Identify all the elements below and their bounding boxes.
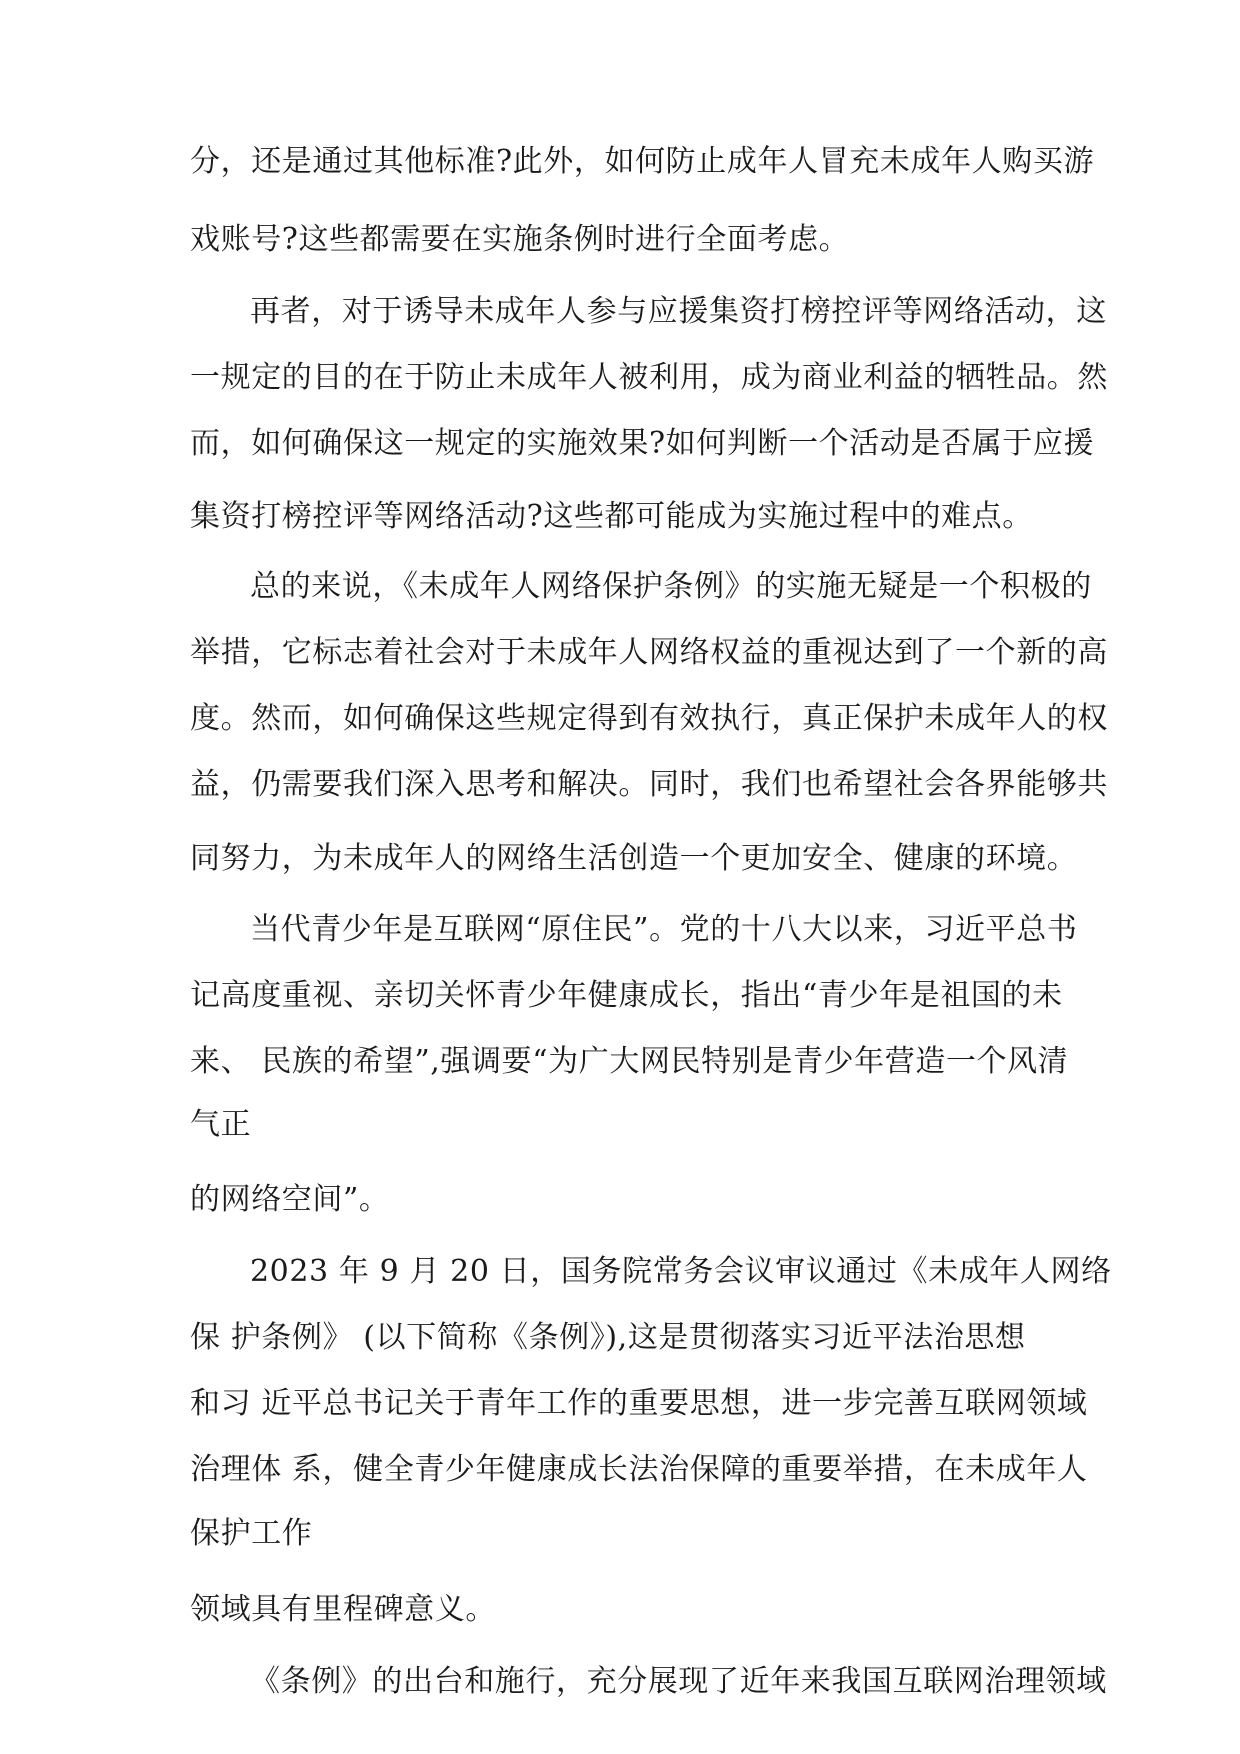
paragraph-start-line: 再者，对于诱导未成年人参与应援集资打榜控评等网络活动，这 (250, 294, 1107, 329)
text-line: 举措，它标志着社会对于未成年人网络权益的重视达到了一个新的高 (190, 635, 1108, 670)
text-line: 的网络空间”。 (190, 1182, 390, 1217)
text-line: 戏账号?这些都需要在实施条例时进行全面考虑。 (190, 222, 850, 257)
paragraph-start-line: 《条例》的出台和施行，充分展现了近年来我国互联网治理领域 (250, 1664, 1107, 1699)
paragraph-start-line: 总的来说，《未成年人网络保护条例》的实施无疑是一个积极的 (250, 569, 1092, 604)
text-line: 分，还是通过其他标准?此外，如何防止成年人冒充未成年人购买游 (190, 144, 1095, 179)
text-line: 保护工作 (190, 1516, 313, 1551)
text-line: 记高度重视、亲切关怀青少年健康成长，指出“青少年是祖国的未 (190, 978, 1063, 1013)
paragraph-start-line: 2023 年 9 月 20 日，国务院常务会议审议通过《未成年人网络 (250, 1254, 1112, 1289)
text-line: 益，仍需要我们深入思考和解决。同时，我们也希望社会各界能够共 (190, 767, 1108, 802)
text-line: 同努力，为未成年人的网络生活创造一个更加安全、健康的环境。 (190, 841, 1078, 876)
text-line: 而，如何确保这一规定的实施效果?如何判断一个活动是否属于应援 (190, 426, 1095, 461)
text-line: 度。然而，如何确保这些规定得到有效执行，真正保护未成年人的权 (190, 701, 1108, 736)
text-line: 领域具有里程碑意义。 (190, 1592, 496, 1627)
text-line: 来、 民族的希望”,强调要“为广大网民特别是青少年营造一个风清 (190, 1044, 1069, 1079)
text-line: 和习 近平总书记关于青年工作的重要思想，进一步完善互联网领域 (190, 1386, 1088, 1421)
text-line: 保 护条例》 (以下简称《条例》),这是贯彻落实习近平法治思想 (190, 1320, 1026, 1355)
text-line: 气正 (190, 1107, 252, 1142)
text-line: 治理体 系，健全青少年健康成长法治保障的重要举措，在未成年人 (190, 1452, 1088, 1487)
text-line: 一规定的目的在于防止未成年人被利用，成为商业利益的牺牲品。然 (190, 360, 1108, 395)
paragraph-start-line: 当代青少年是互联网“原住民”。党的十八大以来，习近平总书 (250, 912, 1078, 947)
text-line: 集资打榜控评等网络活动?这些都可能成为实施过程中的难点。 (190, 499, 1033, 534)
